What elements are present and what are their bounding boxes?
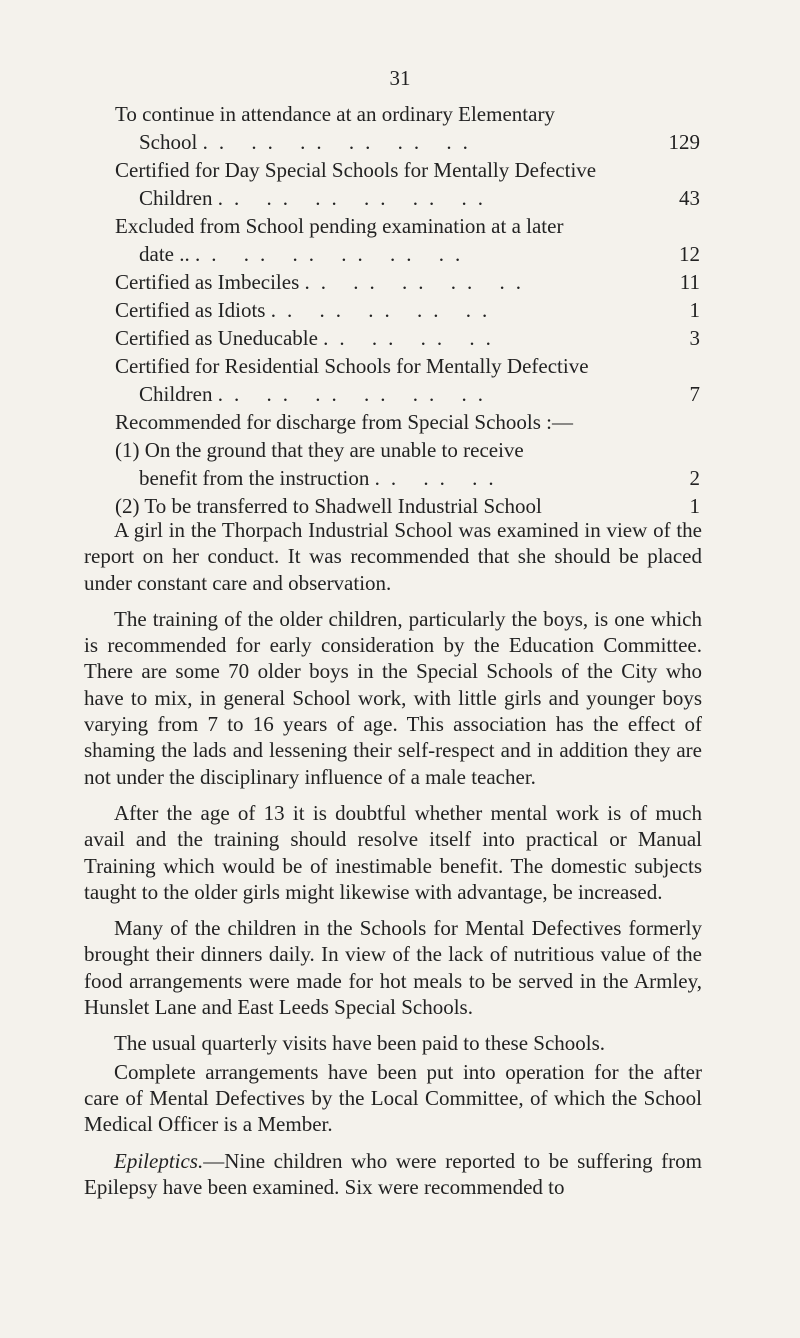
paragraph — [84, 1148, 702, 1201]
page-number: 31 — [389, 66, 411, 90]
table-row — [115, 408, 700, 436]
leader-dots: .. .. .. .. .. .. — [217, 382, 494, 406]
leader-dots: .. .. .. .. .. .. — [217, 186, 494, 210]
row-value: 3 — [689, 326, 700, 350]
paragraph-text: —Nine children who were reported to be suffering from Epilepsy have been examined. Six were recommended to — [84, 1148, 702, 1199]
section-heading: Epileptics. — [114, 1148, 204, 1173]
paragraph: The usual quarterly visits have been paid to these Schools. — [114, 1031, 606, 1056]
paragraph: Complete arrangements have been put into operation for the after care of Mental Defectives by the Local Committee, of which the School Medical Officer is a Member. — [84, 1059, 702, 1137]
row-label-cont: date .. — [139, 242, 190, 266]
table-row — [115, 268, 700, 296]
table-row — [115, 352, 700, 408]
row-value: 7 — [689, 382, 700, 406]
leader-dots: .. .. .. .. .. — [304, 270, 533, 294]
row-value: 11 — [679, 270, 700, 294]
body-text — [84, 517, 702, 1200]
leader-dots: .. .. .. .. — [323, 326, 502, 350]
leader-dots: .. .. .. .. .. — [270, 298, 499, 322]
table-row — [115, 436, 700, 492]
paragraph: Many of the children in the Schools for Mental Defectives formerly brought their dinners daily. In view of the lack of nutritious value of the food arrangements were made for hot meals to be served in the Armley, Hunslet Lane and East Leeds Special Schools. — [84, 916, 702, 1020]
row-label-cont: benefit from the instruction — [139, 466, 370, 490]
table-row — [115, 212, 700, 268]
row-value: 1 — [689, 298, 700, 322]
paragraph: A girl in the Thorpach Industrial School was examined in view of the report on her conduct. It was recommended that she should be placed under constant care and observation. — [84, 518, 702, 595]
row-label: Certified as Imbeciles — [115, 270, 300, 294]
row-label: (2) To be transferred to Shadwell Industrial School — [115, 494, 542, 518]
leader-dots: .. .. .. — [374, 466, 505, 490]
leader-dots: .. .. .. .. .. .. — [194, 242, 472, 266]
row-value: 43 — [679, 186, 700, 210]
row-value: 1 — [689, 494, 700, 518]
row-label: Recommended for discharge from Special Schools :— — [115, 410, 574, 434]
row-label: Certified as Uneducable — [115, 326, 318, 350]
row-label: Certified for Day Special Schools for Mentally Defective — [115, 158, 597, 182]
table-row — [115, 156, 700, 212]
row-value: 2 — [689, 466, 700, 490]
table-row — [115, 296, 700, 324]
row-label-cont: School — [139, 130, 198, 154]
table-row — [115, 324, 700, 352]
row-label: To continue in attendance at an ordinary Elementary — [115, 102, 555, 126]
row-label: Certified for Residential Schools for Mentally Defective — [115, 354, 589, 378]
row-value: 12 — [679, 242, 700, 266]
row-label: (1) On the ground that they are unable to receive — [115, 438, 524, 462]
table-row — [115, 100, 700, 156]
leader-dots: .. .. .. .. .. .. — [202, 130, 479, 154]
paragraph: After the age of 13 it is doubtful whether mental work is of much avail and the training should resolve itself into practical or Manual Training which would be of inestimable benefit. The domestic subjects taught to the older girls might likewise with advantage, be increased. — [84, 800, 702, 904]
row-label-cont: Children — [139, 382, 213, 406]
row-label: Excluded from School pending examination at a later — [115, 214, 564, 238]
table-row — [115, 492, 700, 520]
paragraph: The training of the older children, particularly the boys, is one which is recommended for early consideration by the Education Committee. There are some 70 older boys in the Special Schools of the City who have to mix, in general School work, with little girls and younger boys varying from 7 to 16 years of age. This association has the effect of shaming the lads and lessening their self-respect and in addition they are not under the disciplinary influence of a male teacher. — [84, 606, 702, 789]
row-label-cont: Children — [139, 186, 213, 210]
row-label: Certified as Idiots — [115, 298, 266, 322]
row-value: 129 — [668, 130, 700, 154]
statistics-table — [115, 100, 700, 520]
